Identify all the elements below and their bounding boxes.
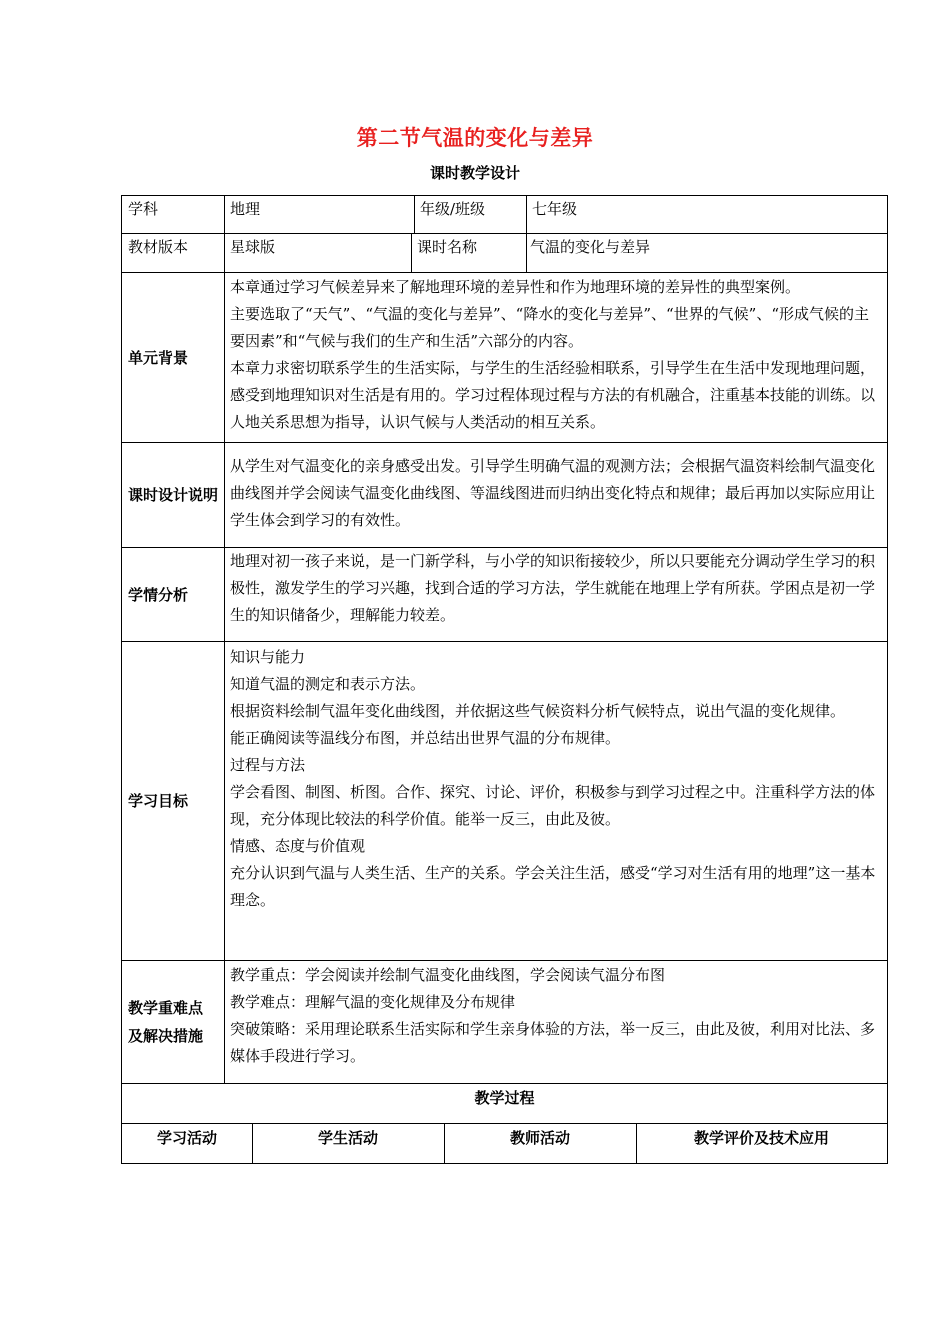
section-unit-background bbox=[121, 272, 888, 443]
paragraph: 教学难点：理解气温的变化规律及分布规律 bbox=[230, 993, 516, 1011]
column-header: 学生活动 bbox=[317, 1129, 378, 1147]
process-header-row bbox=[121, 1083, 888, 1124]
info-row-edition bbox=[121, 233, 888, 273]
paragraph: 情感、态度与价值观 bbox=[230, 837, 366, 855]
section-learner-analysis bbox=[121, 547, 888, 642]
paragraph: 本章力求密切联系学生的生活实际，与学生的生活经验相联系，引导学生在生活中发现地理问题，感受到地理知识对生活是有用的。学习过程体现过程与方法的有机融合，注重基本技能的训练。以人地关系思想为指导，认识气候与人类活动的相互关系。 bbox=[230, 359, 876, 431]
document-subtitle: 课时教学设计 bbox=[429, 164, 520, 182]
paragraph: 知识与能力 bbox=[230, 648, 306, 666]
lesson-label: 课时名称 bbox=[417, 238, 478, 256]
subject-value: 地理 bbox=[230, 200, 261, 218]
section-content bbox=[224, 961, 887, 1083]
section-key-points bbox=[121, 960, 888, 1084]
section-label-line: 及解决措施 bbox=[128, 1027, 204, 1045]
paragraph: 本章通过学习气候差异来了解地理环境的差异性和作为地理环境的差异性的典型案例。 bbox=[230, 278, 801, 296]
paragraph: 充分认识到气温与人类生活、生产的关系。学会关注生活，感受“学习对生活有用的地理”这一基本理念。 bbox=[230, 864, 876, 909]
subject-label: 学科 bbox=[128, 200, 159, 218]
info-row-subject bbox=[121, 195, 888, 234]
grade-value: 七年级 bbox=[532, 200, 578, 218]
column-header: 学习活动 bbox=[156, 1129, 217, 1147]
document-title: 第二节气温的变化与差异 bbox=[356, 125, 594, 150]
paragraph: 主要选取了“天气”、“气温的变化与差异”、“降水的变化与差异”、“世界的气候”、“形成气候的主要因素”和“气候与我们的生产和生活”六部分的内容。 bbox=[230, 305, 870, 350]
paragraph: 过程与方法 bbox=[230, 756, 306, 774]
process-columns-row bbox=[121, 1123, 888, 1164]
paragraph: 地理对初一孩子来说，是一门新学科，与小学的知识衔接较少，所以只要能充分调动学生学习的积极性，激发学生的学习兴趣，找到合适的学习方法，学生就能在地理上学有所获。学困点是初一学生的知识储备少，理解能力较差。 bbox=[230, 552, 876, 624]
paragraph: 知道气温的测定和表示方法。 bbox=[230, 675, 426, 693]
section-label: 课时设计说明 bbox=[128, 486, 219, 504]
paragraph: 根据资料绘制气温年变化曲线图，并依据这些气候资料分析气候特点，说出气温的变化规律。 bbox=[230, 702, 846, 720]
section-content bbox=[224, 443, 887, 547]
section-label: 学情分析 bbox=[128, 585, 189, 604]
section-design-explanation bbox=[121, 442, 888, 548]
section-label bbox=[122, 961, 224, 1083]
column-header: 教学评价及技术应用 bbox=[693, 1129, 829, 1147]
paragraph: 从学生对气温变化的亲身感受出发。引导学生明确气温的观测方法；会根据气温资料绘制气温变化曲线图并学会阅读气温变化曲线图、等温线图进而归纳出变化特点和规律；最后再加以实际应用让学生体会到学习的有效性。 bbox=[230, 457, 876, 529]
section-label-line: 教学重难点 bbox=[128, 999, 204, 1017]
paragraph: 能正确阅读等温线分布图，并总结出世界气温的分布规律。 bbox=[230, 729, 621, 747]
grade-label: 年级/班级 bbox=[420, 200, 486, 218]
lesson-value: 气温的变化与差异 bbox=[530, 238, 651, 256]
section-label: 单元背景 bbox=[128, 348, 189, 367]
edition-value: 星球版 bbox=[230, 238, 276, 256]
edition-label: 教材版本 bbox=[128, 238, 189, 256]
section-content bbox=[224, 642, 887, 960]
section-content bbox=[224, 548, 887, 641]
paragraph: 教学重点：学会阅读并绘制气温变化曲线图，学会阅读气温分布图 bbox=[230, 966, 666, 984]
section-label: 学习目标 bbox=[128, 792, 189, 810]
column-header: 教师活动 bbox=[509, 1129, 570, 1147]
process-header: 教学过程 bbox=[474, 1089, 535, 1107]
section-learning-objectives bbox=[121, 641, 888, 961]
section-content bbox=[224, 273, 887, 442]
paragraph: 突破策略：采用理论联系生活实际和学生亲身体验的方法，举一反三，由此及彼，利用对比法、多媒体手段进行学习。 bbox=[230, 1020, 876, 1065]
paragraph: 学会看图、制图、析图。合作、探究、讨论、评价，积极参与到学习过程之中。注重科学方法的体现，充分体现比较法的科学价值。能举一反三，由此及彼。 bbox=[230, 783, 876, 828]
